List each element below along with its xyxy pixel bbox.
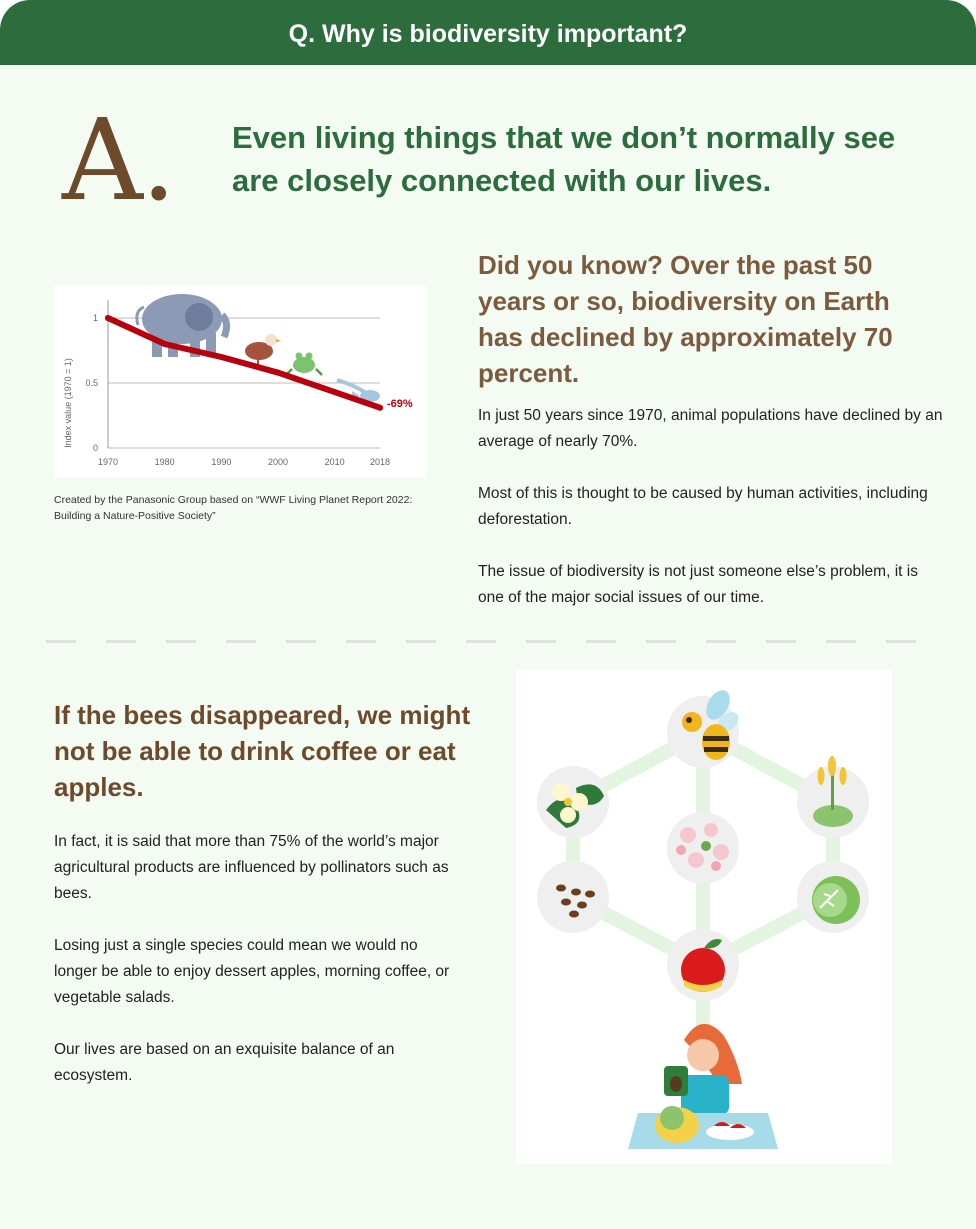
dashed-divider bbox=[46, 640, 926, 643]
paragraph: Our lives are based on an exquisite balance of an ecosystem. bbox=[54, 1041, 395, 1084]
data-point bbox=[332, 389, 338, 395]
biodiversity-chart bbox=[54, 285, 426, 478]
person-illustration bbox=[628, 1024, 778, 1149]
apple-blossom-icon bbox=[667, 812, 739, 884]
ecosystem-illustration bbox=[516, 670, 892, 1164]
coffee-flower-icon bbox=[537, 766, 609, 838]
decline-annotation: -69% bbox=[387, 398, 413, 410]
plant-sprout-icon bbox=[797, 756, 869, 838]
y-tick-label: 0.5 bbox=[85, 378, 98, 388]
data-point bbox=[275, 370, 281, 376]
y-tick-label: 0 bbox=[92, 443, 98, 453]
paragraph: Most of this is thought to be caused by human activities, including deforestation. bbox=[478, 485, 928, 528]
y-axis-label: Index value (1970 = 1) bbox=[63, 358, 73, 448]
x-tick-label: 1990 bbox=[211, 457, 232, 467]
answer-letter: A. bbox=[62, 96, 175, 226]
chart-caption: Created by the Panasonic Group based on “WWF Living Planet Report 2022: Building a Nature-Positive Society” bbox=[54, 494, 413, 522]
coffee-beans-icon bbox=[537, 861, 609, 933]
data-point bbox=[218, 354, 224, 360]
question-header: Q. Why is biodiversity important? bbox=[0, 0, 976, 65]
paragraph: In fact, it is said that more than 75% of the world’s major agricultural products are influenced by pollinators such as bees. bbox=[54, 833, 449, 902]
bees-heading: If the bees disappeared, we might not be able to drink coffee or eat apples. bbox=[54, 700, 471, 802]
answer-headline: Even living things that we don’t normally see are closely connected with our lives. bbox=[232, 120, 896, 198]
data-point bbox=[162, 341, 168, 347]
apple-icon bbox=[667, 929, 739, 1001]
x-tick-label: 2010 bbox=[324, 457, 345, 467]
ecosystem-svg bbox=[516, 670, 892, 1164]
chart-svg bbox=[54, 285, 426, 478]
x-tick-label: 2018 bbox=[369, 457, 391, 467]
bee-icon bbox=[667, 686, 742, 768]
bees-body bbox=[54, 829, 464, 1115]
did-you-know-heading: Did you know? Over the past 50 years or so, biodiversity on Earth has declined by approximately 70 percent. bbox=[478, 250, 893, 388]
y-tick-label: 1 bbox=[92, 313, 98, 323]
frog-icon bbox=[286, 353, 322, 376]
cabbage-icon bbox=[797, 861, 869, 933]
paragraph: The issue of biodiversity is not just someone else’s problem, it is one of the major social issues of our time. bbox=[478, 563, 918, 606]
x-tick-label: 1980 bbox=[154, 457, 175, 467]
x-tick-label: 1970 bbox=[97, 457, 119, 467]
did-you-know-body bbox=[478, 403, 948, 637]
data-point bbox=[377, 405, 383, 411]
x-tick-label: 2000 bbox=[267, 457, 289, 467]
data-point bbox=[105, 315, 111, 321]
paragraph: In just 50 years since 1970, animal populations have declined by an average of nearly 70%. bbox=[478, 407, 943, 450]
paragraph: Losing just a single species could mean we would no longer be able to enjoy dessert apples, morning coffee, or vegetable salads. bbox=[54, 937, 450, 1006]
